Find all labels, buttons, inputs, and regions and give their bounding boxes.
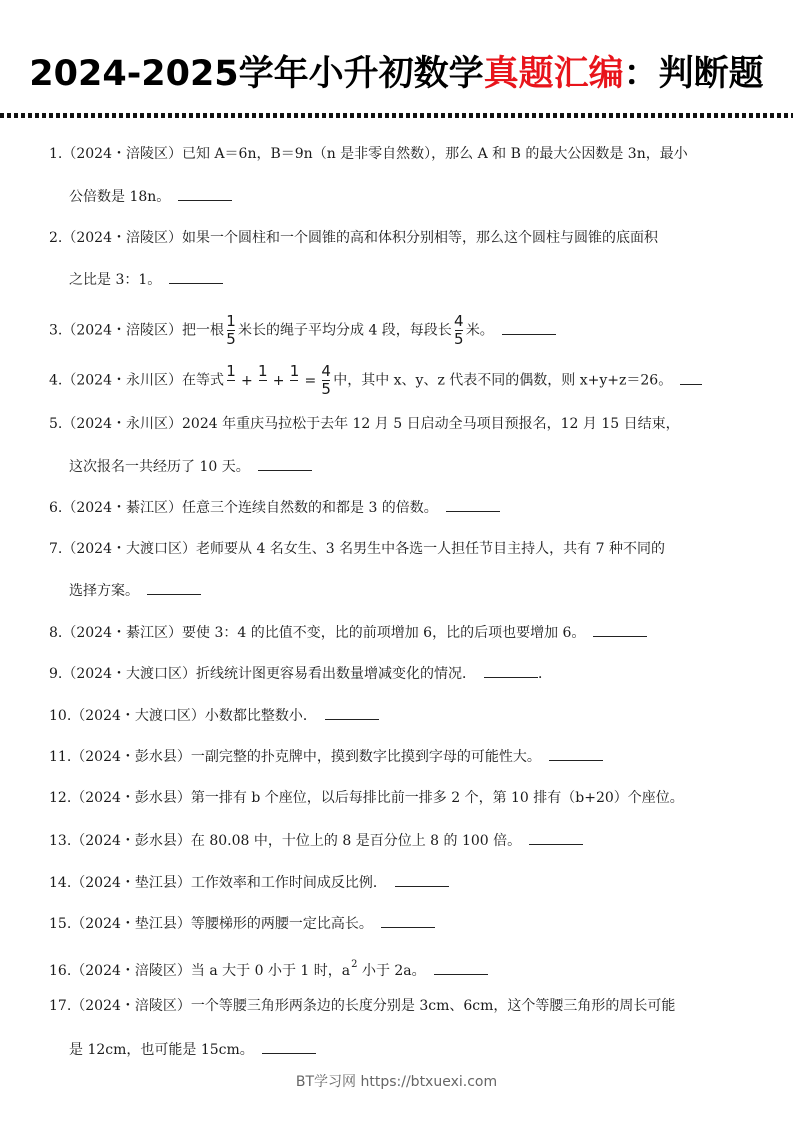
question-text: 是 12cm，也可能是 15cm。: [69, 1042, 254, 1058]
question-text: 老师要从 4 名女生、3 名男生中各选一人担任节目主持人，共有 7 种不同的: [196, 541, 665, 557]
question-text: 等腰梯形的两腰一定比高长。: [190, 916, 373, 932]
question-12: [49, 788, 779, 808]
question-text: 把一根: [182, 322, 224, 339]
question-source: （2024・涪陵区）: [62, 146, 182, 162]
question-7-cont: [69, 580, 793, 601]
fraction-4-5: [320, 363, 332, 398]
question-number: 17.: [49, 998, 72, 1014]
fraction-numerator: 4: [454, 312, 464, 330]
fraction-1-over-z: [288, 363, 300, 398]
question-text: 之比是 3：1。: [69, 272, 162, 288]
question-source: （2024・永川区）: [62, 372, 182, 389]
question-number: 13.: [49, 833, 72, 849]
question-text: 米。: [465, 322, 494, 339]
question-number: 1.: [49, 146, 63, 162]
dotted-divider: [0, 113, 793, 118]
question-4: [49, 363, 779, 398]
fraction-4-5: [453, 313, 465, 348]
question-source: （2024・大渡口区）: [62, 541, 196, 557]
question-text: 要使 3：4 的比值不变，比的前项增加 6，比的后项也要增加 6。: [182, 625, 586, 641]
question-number: 6.: [49, 500, 63, 516]
question-number: 14.: [49, 875, 72, 891]
question-source: （2024・涪陵区）: [62, 230, 182, 246]
answer-blank[interactable]: [325, 705, 379, 720]
plus-sign: +: [241, 372, 253, 389]
question-text: 中，其中 x、y、z 代表不同的偶数，则 x+y+z＝26。: [333, 372, 673, 389]
exponent: 2: [351, 959, 358, 970]
fraction-numerator: 1: [226, 312, 236, 330]
question-8: [49, 622, 779, 643]
fraction-denominator: 5: [226, 330, 236, 348]
question-number: 10.: [49, 708, 72, 724]
question-source: （2024・彭水县）: [71, 790, 191, 806]
question-11: [49, 746, 779, 767]
fraction-1-over-x: [225, 363, 237, 398]
answer-blank[interactable]: [169, 269, 223, 284]
fraction-numerator: 4: [321, 362, 331, 380]
question-15: [49, 913, 779, 934]
watermark-footer[interactable]: BT学习网 https://btxuexi.com: [295, 1074, 498, 1090]
question-number: 7.: [49, 541, 63, 557]
answer-blank[interactable]: [258, 456, 312, 471]
question-number: 4.: [49, 372, 63, 389]
question-source: （2024・彭水县）: [71, 749, 191, 765]
question-number: 2.: [49, 230, 63, 246]
question-number: 11.: [49, 749, 72, 765]
question-1-cont: [69, 186, 793, 207]
fraction-denominator: 5: [454, 330, 464, 348]
question-source: （2024・大渡口区）: [62, 666, 196, 682]
answer-blank[interactable]: [529, 830, 583, 845]
question-6: [49, 497, 779, 518]
question-text: 在等式: [182, 372, 224, 389]
question-text: 一个等腰三角形两条边的长度分别是 3cm、6cm，这个等腰三角形的周长可能: [190, 998, 676, 1014]
answer-blank[interactable]: [262, 1039, 316, 1054]
question-number: 15.: [49, 916, 72, 932]
answer-blank[interactable]: [434, 960, 488, 975]
answer-blank[interactable]: [680, 370, 702, 385]
question-source: （2024・彭水县）: [71, 833, 191, 849]
title-black-part: 2024-2025学年小升初数学: [29, 54, 484, 94]
title-suffix: ：判断题: [623, 54, 764, 94]
question-source: （2024・綦江区）: [62, 500, 182, 516]
question-text: 当 a 大于 0 小于 1 时，a: [190, 963, 351, 979]
question-16: [49, 955, 779, 981]
fraction-denominator: 5: [321, 380, 331, 398]
question-2: [49, 228, 779, 248]
question-text: 一副完整的扑克牌中，摸到数字比摸到字母的可能性大。: [190, 749, 541, 765]
question-source: （2024・涪陵区）: [71, 998, 191, 1014]
answer-blank[interactable]: [446, 497, 500, 512]
fraction-numerator: 1: [257, 362, 268, 380]
question-17-cont: [69, 1039, 793, 1060]
answer-blank[interactable]: [549, 746, 603, 761]
question-text: 第一排有 b 个座位，以后每排比前一排多 2 个，第 10 排有（b+20）个座位。: [190, 790, 684, 806]
question-text: 公倍数是 18n。: [69, 189, 171, 205]
fraction-numerator: 1: [226, 362, 236, 380]
question-14: [49, 872, 779, 893]
question-number: 8.: [49, 625, 63, 641]
question-text: 小数都比整数小．: [204, 708, 317, 724]
page-title: [0, 52, 793, 96]
question-number: 3.: [49, 322, 63, 339]
question-text: 任意三个连续自然数的和都是 3 的倍数。: [182, 500, 438, 516]
question-5-cont: [69, 456, 793, 477]
question-text: 选择方案。: [69, 583, 139, 599]
fraction-numerator: 1: [289, 362, 300, 380]
question-source: （2024・永川区）: [62, 416, 182, 432]
question-text: 在 80.08 中，十位上的 8 是百分位上 8 的 100 倍。: [190, 833, 522, 849]
question-number: 16.: [49, 963, 72, 979]
answer-blank[interactable]: [502, 320, 556, 335]
question-text: 已知 A＝6n，B＝9n（n 是非零自然数），那么 A 和 B 的最大公因数是 3n，最小: [182, 146, 688, 162]
question-13: [49, 830, 779, 851]
question-number: 12.: [49, 790, 72, 806]
title-red-part: 真题汇编: [483, 54, 624, 94]
question-2-cont: [69, 269, 793, 290]
question-9: [49, 663, 779, 684]
question-source: （2024・垫江县）: [71, 875, 191, 891]
answer-blank[interactable]: [395, 872, 449, 887]
question-text: 如果一个圆柱和一个圆锥的高和体积分别相等，那么这个圆柱与圆锥的底面积: [182, 230, 658, 246]
answer-blank[interactable]: [381, 913, 435, 928]
trailing-period: ．: [538, 666, 552, 682]
answer-blank[interactable]: [593, 622, 647, 637]
question-text: 工作效率和工作时间成反比例．: [190, 875, 387, 891]
question-text: 2024 年重庆马拉松于去年 12 月 5 日启动全马项目预报名，12 月 15 日结束，: [182, 416, 680, 432]
question-1: [49, 144, 779, 164]
fraction-1-over-y: [257, 363, 269, 398]
question-17: [49, 996, 779, 1016]
question-source: （2024・涪陵区）: [62, 322, 182, 339]
plus-sign: +: [272, 372, 285, 389]
question-number: 9.: [49, 666, 63, 682]
answer-blank[interactable]: [147, 580, 201, 595]
answer-blank[interactable]: [178, 186, 232, 201]
question-10: [49, 705, 779, 726]
question-source: （2024・大渡口区）: [71, 708, 205, 724]
question-text: 这次报名一共经历了 10 天。: [69, 459, 250, 475]
question-source: （2024・垫江县）: [71, 916, 191, 932]
answer-blank[interactable]: [484, 663, 538, 678]
question-text: 小于 2a。: [357, 963, 426, 979]
question-source: （2024・涪陵区）: [71, 963, 191, 979]
question-text: 米长的绳子平均分成 4 段，每段长: [238, 322, 452, 339]
question-5: [49, 414, 779, 434]
question-source: （2024・綦江区）: [62, 625, 182, 641]
question-7: [49, 539, 779, 559]
question-number: 5.: [49, 416, 63, 432]
question-3: [49, 313, 779, 348]
fraction-1-5: [225, 313, 237, 348]
question-text: 折线统计图更容易看出数量增减变化的情况．: [196, 666, 476, 682]
equals-sign: =: [304, 372, 317, 389]
